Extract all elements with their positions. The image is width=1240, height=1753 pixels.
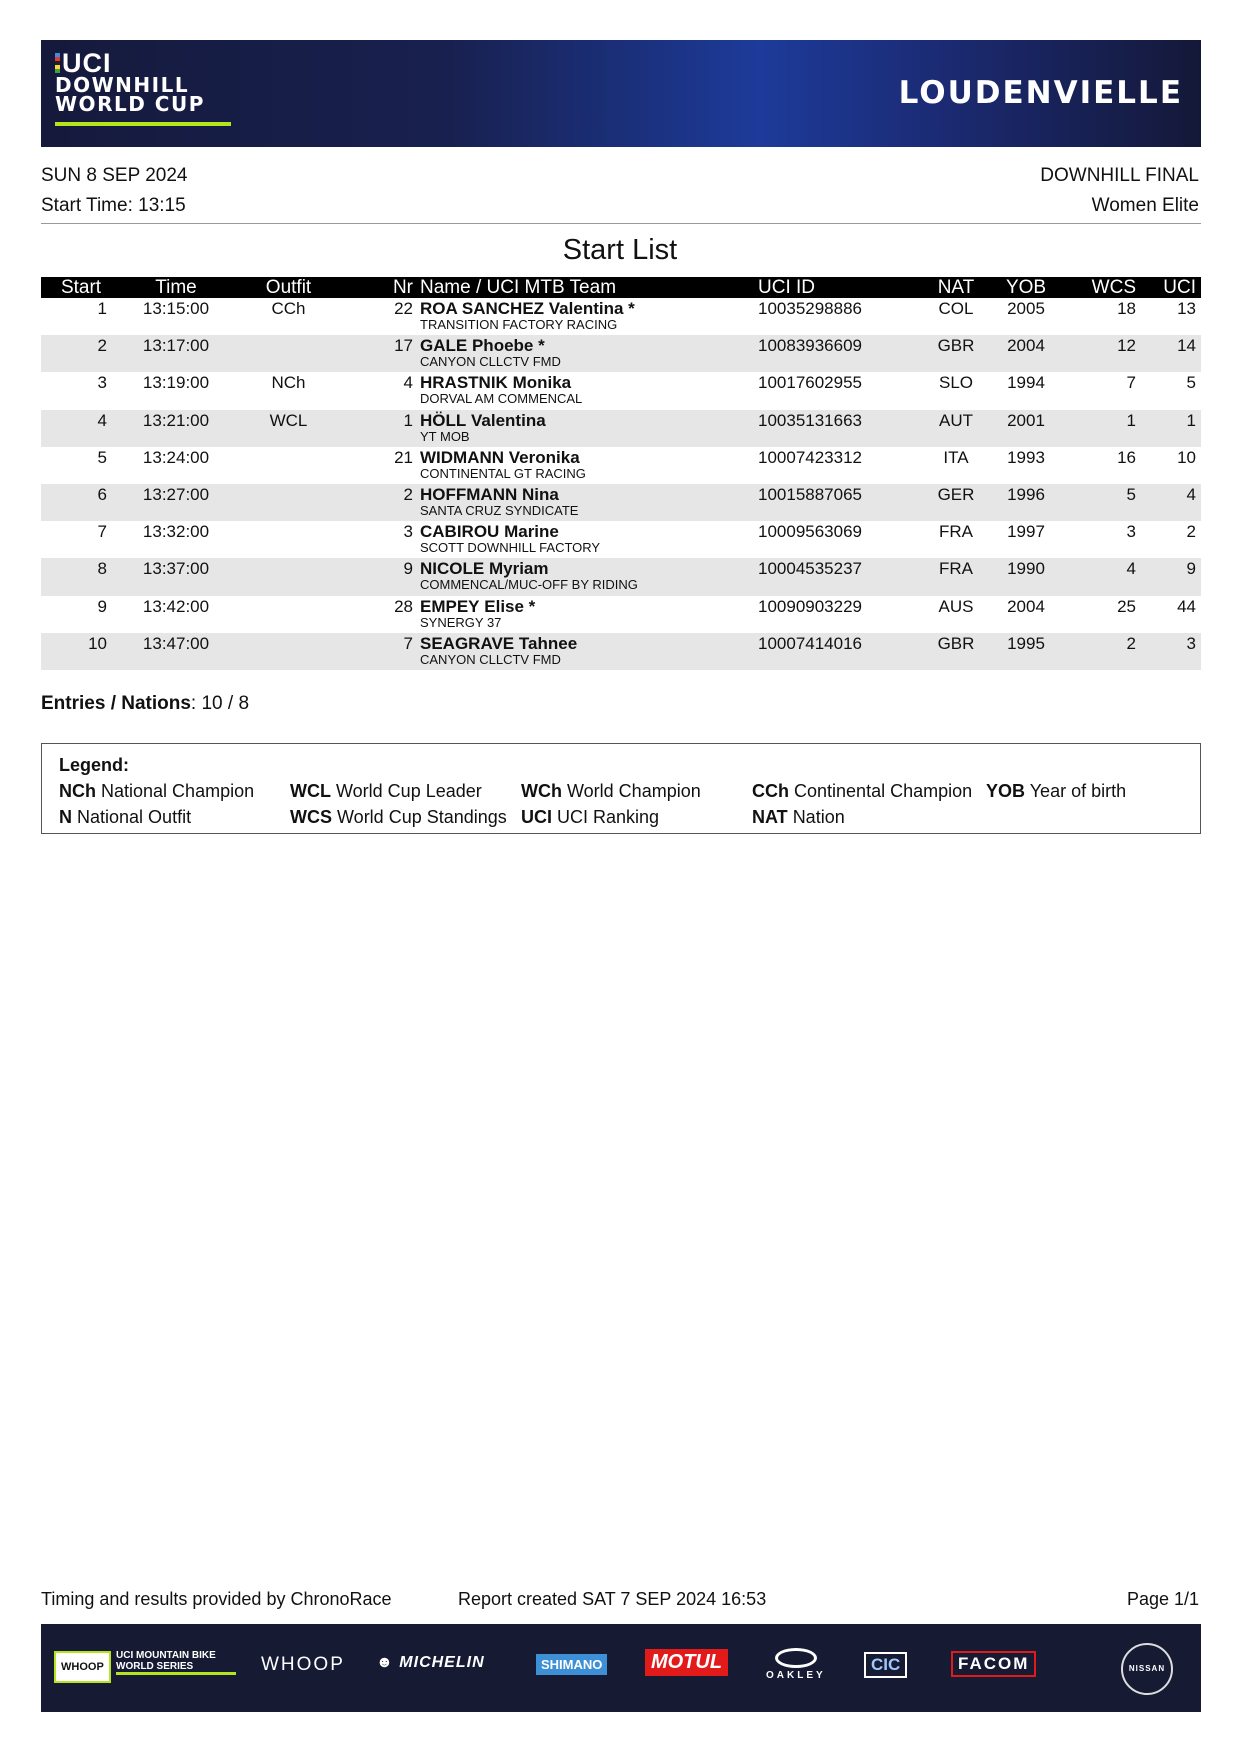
rider-surname: HRASTNIK [420,373,508,393]
table-row [41,596,1201,633]
cell-time: 13:24:00 [142,447,210,467]
cell-start: 8 [97,559,107,579]
legend-item: UCI UCI Ranking [521,807,660,827]
cell-team: SCOTT DOWNHILL FACTORY [420,540,601,556]
legend-item: WCL World Cup Leader [290,781,482,801]
cell-uci-id: 10035298886 [758,299,863,318]
uci-downhill-world-cup-logo [55,50,255,126]
cell-uci: 2 [1186,522,1196,542]
cell-yob: 1994 [1007,373,1045,393]
cell-nat: SLO [938,373,974,393]
cell-rider-name [420,299,635,319]
rider-firstname: Marine [504,522,559,542]
rider-firstname: Veronika [508,447,580,467]
cell-start: 1 [97,299,107,318]
sponsor-logo-shimano: SHIMANO [536,1654,607,1675]
rider-firstname: Elise * [484,596,536,616]
table-row [41,558,1201,595]
rider-firstname: Myriam [488,559,549,579]
sponsor-logo-facom: FACOM [951,1651,1036,1677]
cell-nat: GER [937,484,975,504]
cell-team: CONTINENTAL GT RACING [420,465,586,481]
cell-uci: 9 [1186,559,1196,579]
legend-item: CCh Continental Champion [752,781,973,801]
logo-accent-bar [55,122,231,126]
legend-title: Legend: [59,755,129,775]
table-row [41,484,1201,521]
cell-rider-name [420,336,545,356]
table-row [41,410,1201,447]
cell-time: 13:17:00 [142,336,210,356]
event-name: DOWNHILL FINAL [1040,165,1199,186]
sponsor-logo-uci-mtb-world-series: UCI MOUNTAIN BIKE WORLD SERIES [116,1650,236,1675]
cell-outfit: NCh [271,373,306,393]
cell-yob: 1993 [1007,447,1045,467]
cell-uci-id: 10007414016 [758,633,863,653]
cell-wcs: 5 [1126,484,1136,504]
cell-yob: 1995 [1007,633,1045,653]
cell-team: YT MOB [420,428,470,444]
cell-wcs: 7 [1126,373,1136,393]
cell-time: 13:27:00 [142,484,210,504]
cell-outfit: WCL [269,410,308,430]
venue-title: LOUDENVIELLE [898,75,1183,111]
rider-surname: GALE [420,336,468,356]
cell-start: 6 [97,484,107,504]
cell-uci-id: 10083936609 [758,336,863,356]
logo-line1: DOWNHILL [55,73,190,97]
rider-firstname: Phoebe * [471,336,545,356]
rainbow-stripes-icon [55,53,60,73]
cell-uci-id: 10017602955 [758,373,863,393]
cell-rider-name [420,411,546,431]
event-date: SUN 8 SEP 2024 [41,165,188,186]
col-nr: Nr [392,277,413,298]
col-time: Time [155,277,197,298]
cell-yob: 2001 [1007,410,1045,430]
cell-team: CANYON CLLCTV FMD [420,651,561,667]
rider-firstname: Tahnee [518,633,578,653]
cell-nr: 4 [403,373,413,393]
rider-surname: SEAGRAVE [420,633,515,653]
cell-nr: 3 [403,522,413,542]
rider-surname: CABIROU [420,522,500,542]
header-divider [41,223,1201,224]
cell-nat: COL [938,299,974,318]
sponsor-logo-cic: CIC [864,1652,907,1678]
cell-yob: 1990 [1007,559,1045,579]
cell-nat: AUS [938,596,974,616]
cell-uci: 4 [1186,484,1196,504]
rider-surname: ROA SANCHEZ [420,299,545,318]
cell-uci: 5 [1186,373,1196,393]
sponsor-logo-nissan: NISSAN [1121,1643,1173,1695]
logo-line2: WORLD CUP [55,92,205,116]
table-row [41,335,1201,372]
entries-nations: Entries / Nations: 10 / 8 [41,693,250,714]
rider-firstname: Valentina * [548,299,635,318]
table-body [41,298,1201,670]
col-uci-id: UCI ID [758,277,815,298]
cell-time: 13:42:00 [142,596,210,616]
michelin-man-icon: ☻ [376,1654,394,1671]
table-row [41,633,1201,670]
legend-item: WCh World Champion [521,781,701,801]
col-yob: YOB [1005,277,1047,298]
cell-nr: 1 [403,410,413,430]
cell-yob: 1996 [1007,484,1045,504]
cell-uci: 44 [1177,596,1196,616]
col-nat: NAT [937,277,975,298]
cell-uci-id: 10009563069 [758,522,863,542]
legend-item: WCS World Cup Standings [290,807,507,827]
cell-time: 13:32:00 [142,522,210,542]
sponsor-logo-michelin: ☻ MICHELIN [376,1654,485,1671]
legend-box [41,743,1201,834]
cell-rider-name [420,597,535,617]
table-row [41,447,1201,484]
cell-start: 4 [97,410,107,430]
cell-uci-id: 10090903229 [758,596,863,616]
col-start: Start [60,277,102,298]
start-time: Start Time: 13:15 [41,195,186,216]
cell-team: COMMENCAL/MUC-OFF BY RIDING [420,577,638,593]
cell-team: CANYON CLLCTV FMD [420,354,561,370]
cell-start: 2 [97,336,107,356]
cell-rider-name [420,448,580,468]
cell-rider-name [420,559,549,579]
col-outfit: Outfit [265,277,312,298]
cell-nr: 7 [403,633,413,653]
oakley-ellipse-icon [775,1648,817,1668]
rider-firstname: Nina [522,484,559,504]
cell-wcs: 2 [1126,633,1136,653]
cell-uci: 14 [1177,336,1196,356]
cell-uci-id: 10035131663 [758,410,863,430]
sponsor-logo-motul: MOTUL [645,1649,728,1676]
cell-yob: 2004 [1007,336,1045,356]
cell-team: SANTA CRUZ SYNDICATE [420,502,579,518]
cell-nat: FRA [939,522,973,542]
rider-surname: HÖLL [420,410,467,430]
cell-uci: 10 [1177,447,1196,467]
cell-wcs: 4 [1126,559,1136,579]
cell-wcs: 16 [1117,447,1136,467]
legend-item: NAT Nation [752,807,845,827]
cell-wcs: 18 [1117,299,1136,318]
cell-start: 3 [97,373,107,393]
cell-team: DORVAL AM COMMENCAL [420,391,583,407]
col-uci: UCI [1163,277,1196,298]
cell-rider-name [420,485,559,505]
cell-outfit: CCh [271,299,306,318]
cell-time: 13:47:00 [142,633,210,653]
footer-timing: Timing and results provided by ChronoRace [41,1589,392,1609]
cell-nr: 2 [403,484,413,504]
legend-item: NCh National Champion [59,781,255,801]
logo-uci-text: UCI [62,48,112,78]
cell-uci: 1 [1186,410,1196,430]
table-row [41,521,1201,558]
cell-nr: 21 [394,447,413,467]
cell-nat: GBR [937,336,975,356]
page-title: Start List [562,234,678,266]
cell-time: 13:15:00 [142,299,210,318]
cell-wcs: 12 [1117,336,1136,356]
cell-uci-id: 10015887065 [758,484,863,504]
cell-uci-id: 10007423312 [758,447,863,467]
cell-nat: FRA [939,559,973,579]
legend-item: YOB Year of birth [986,781,1127,801]
cell-start: 10 [88,633,107,653]
cell-nat: GBR [937,633,975,653]
rider-surname: EMPEY [420,596,480,616]
rider-surname: NICOLE [420,559,485,579]
cell-rider-name [420,634,577,654]
cell-time: 13:21:00 [142,410,210,430]
legend-item: N National Outfit [59,807,192,827]
entries-value: 10 / 8 [201,693,250,714]
cell-nr: 9 [403,559,413,579]
cell-team: SYNERGY 37 [420,614,502,630]
cell-start: 5 [97,447,107,467]
cell-nat: ITA [943,447,969,467]
cell-rider-name [420,373,571,393]
rider-surname: HOFFMANN [420,484,518,504]
cell-yob: 2005 [1007,299,1045,318]
table-header [41,277,1201,298]
cell-time: 13:19:00 [142,373,210,393]
table-row [41,298,1201,335]
cell-uci: 13 [1177,299,1196,318]
cell-uci-id: 10004535237 [758,559,863,579]
entries-label: Entries / Nations [41,693,191,714]
start-list-table [41,277,1201,670]
rider-firstname: Monika [512,373,572,393]
cell-team: TRANSITION FACTORY RACING [420,317,618,332]
cell-uci: 3 [1186,633,1196,653]
cell-wcs: 3 [1126,522,1136,542]
rider-surname: WIDMANN [420,447,505,467]
rider-firstname: Valentina [471,410,546,430]
table-row [41,372,1201,409]
col-name: Name / UCI MTB Team [420,277,617,298]
cell-start: 7 [97,522,107,542]
sponsor-logo-oakley: OAKLEY [766,1648,826,1681]
cell-yob: 1997 [1007,522,1045,542]
cell-nr: 22 [394,299,413,318]
sponsor-logo-whoop: WHOOP [261,1654,345,1675]
cell-start: 9 [97,596,107,616]
cell-rider-name [420,522,559,542]
cell-time: 13:37:00 [142,559,210,579]
sponsor-banner [41,1624,1201,1712]
cell-wcs: 1 [1126,410,1136,430]
cell-nr: 17 [394,336,413,356]
col-wcs: WCS [1091,277,1136,298]
footer-page: Page 1/1 [1126,1589,1199,1609]
header-banner [41,40,1201,147]
footer-report: Report created SAT 7 SEP 2024 16:53 [458,1589,767,1609]
cell-wcs: 25 [1117,596,1136,616]
event-category: Women Elite [1091,195,1199,216]
cell-nr: 28 [394,596,413,616]
cell-yob: 2004 [1007,596,1045,616]
cell-nat: AUT [939,410,973,430]
sponsor-logo-whoop-badge: WHOOP [54,1651,111,1683]
